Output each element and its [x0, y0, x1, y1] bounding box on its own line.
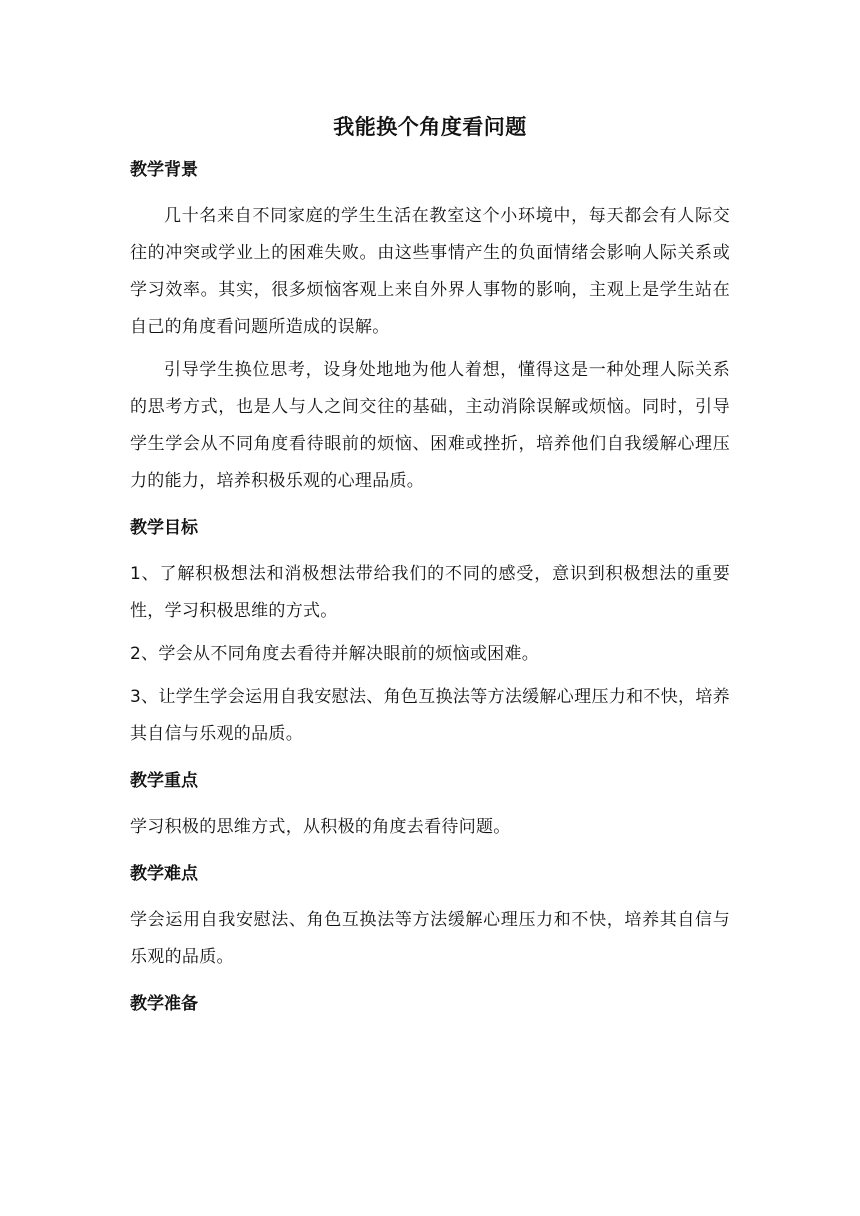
paragraph: 引导学生换位思考，设身处地地为他人着想，懂得这是一种处理人际关系的思考方式，也是人与人之间交往的基础，主动消除误解或烦恼。同时，引导学生学会从不同角度看待眼前的烦恼、困难或挫折，培养他们自我缓解心理压力的能力，培养积极乐观的心理品质。: [130, 360, 730, 491]
list-item: 3、让学生学会运用自我安慰法、角色互换法等方法缓解心理压力和不快，培养其自信与乐观的品质。: [130, 687, 730, 744]
section-background: [130, 156, 730, 500]
section-difficulties: [130, 860, 730, 976]
list-item: 1、了解积极想法和消极想法带给我们的不同的感受，意识到积极想法的重要性，学习积极思维的方式。: [130, 564, 730, 621]
document-title: 我能换个角度看问题: [333, 115, 527, 139]
list-item: 2、学会从不同角度去看待并解决眼前的烦恼或困难。: [130, 644, 540, 664]
section-heading: 教学背景: [130, 160, 198, 180]
paragraph: 学习积极的思维方式，从积极的角度去看待问题。: [130, 817, 511, 837]
paragraph: 几十名来自不同家庭的学生生活在教室这个小环境中，每天都会有人际交往的冲突或学业上的困难失败。由这些事情产生的负面情绪会影响人际关系或学习效率。其实，很多烦恼客观上来自外界人事物的影响，主观上是学生站在自己的角度看问题所造成的误解。: [130, 206, 730, 337]
paragraph: 学会运用自我安慰法、角色互换法等方法缓解心理压力和不快，培养其自信与乐观的品质。: [130, 910, 730, 967]
section-preparation: [130, 990, 730, 1018]
section-objectives: [130, 514, 730, 753]
document-page: [130, 110, 730, 1032]
section-heading: 教学难点: [130, 864, 198, 884]
section-heading: 教学目标: [130, 518, 198, 538]
section-heading: 教学准备: [130, 994, 198, 1014]
section-key-points: [130, 767, 730, 846]
section-heading: 教学重点: [130, 771, 198, 791]
